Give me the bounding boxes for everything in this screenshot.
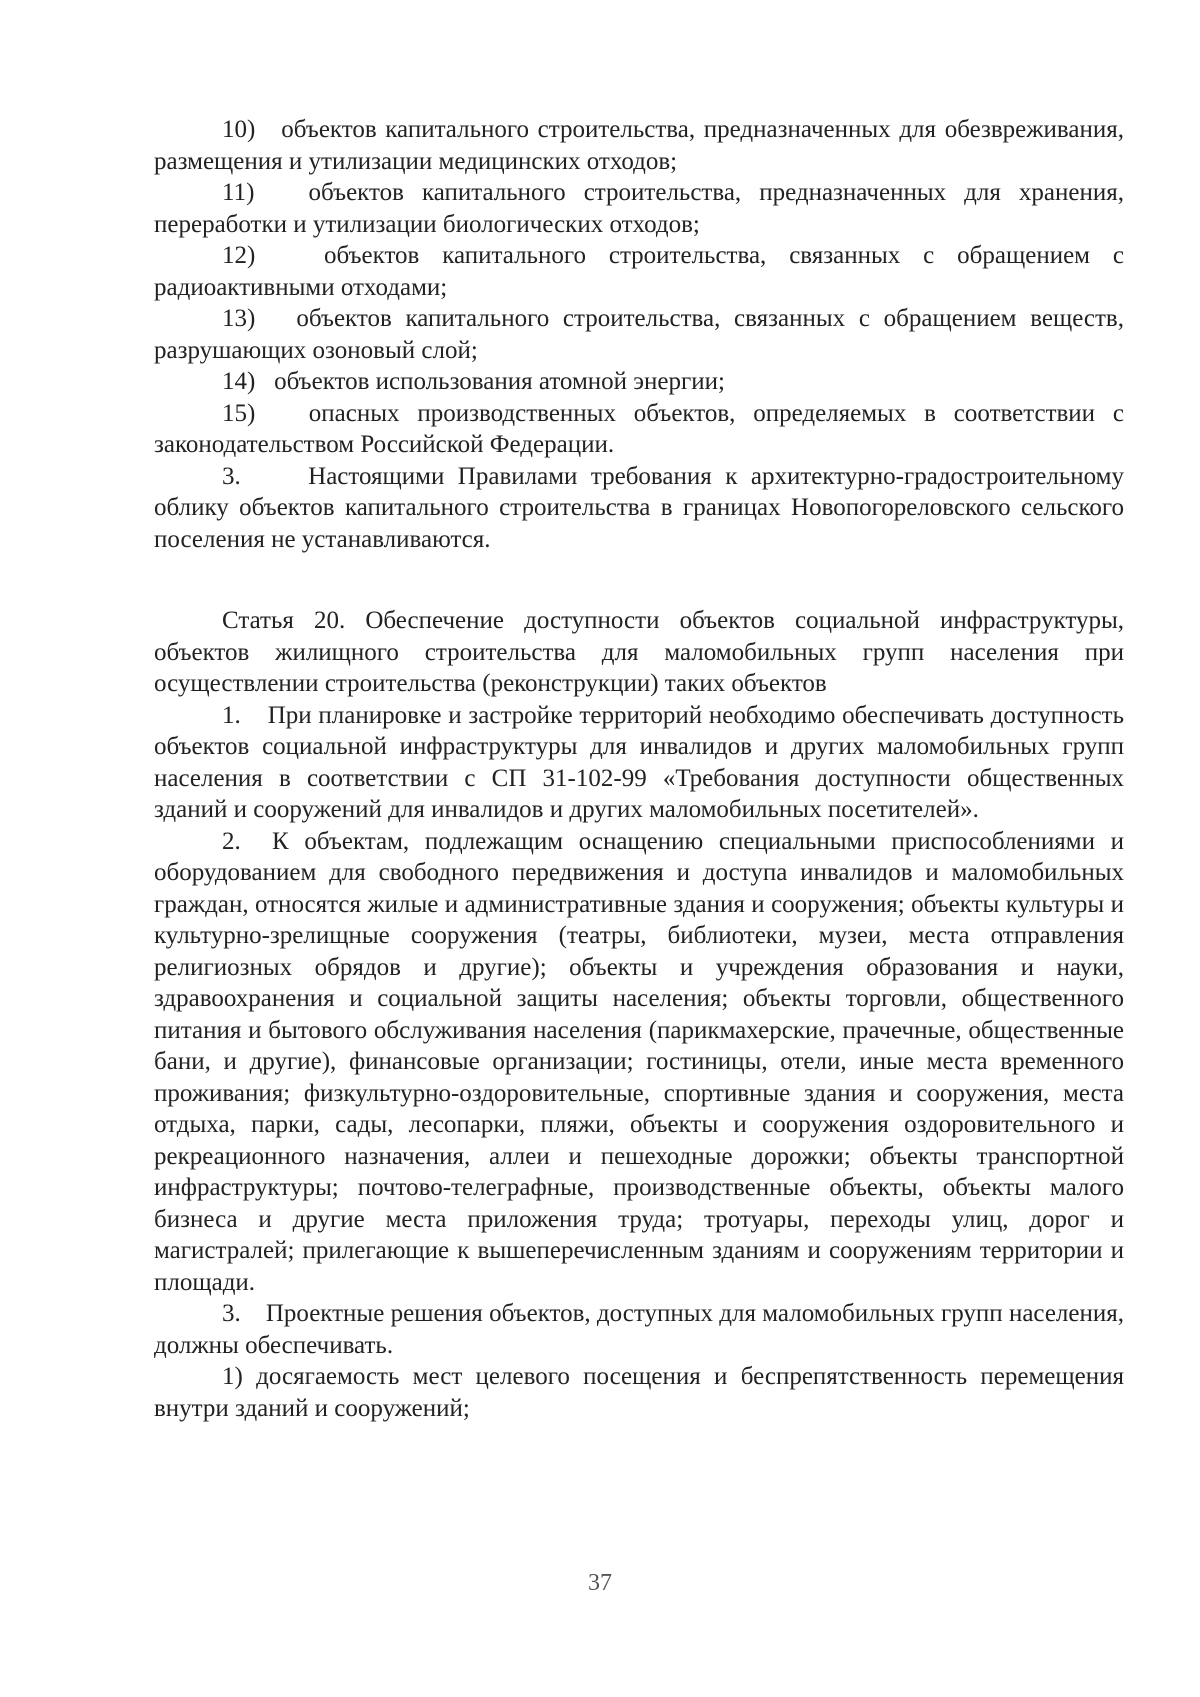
page-number: 37 bbox=[588, 1570, 612, 1596]
list-item-10: 10) объектов капитального строительства, предназначенных для обезвреживания, размещения и утилизации медицинских отходов; bbox=[154, 116, 1124, 175]
list-item-11: 11) объектов капитального строительства, предназначенных для хранения, переработки и утилизации биологических отходов; bbox=[154, 179, 1124, 238]
article-clause-2: 2. К объектам, подлежащим оснащению специальными приспособлениями и оборудованием для свободного передвижения и доступа инвалидов и маломобильных граждан, относятся жилые и административные здания и сооружения; объекты культуры и культурно-зрелищные сооружения (театры, библиотеки, музеи, места отправления религиозных обрядов и другие); объекты и учреждения образования и науки, здравоохранения и социальной защиты населения; объекты торговли, общественного питания и бытового обслуживания населения (парикмахерские, прачечные, общественные бани, и другие), финансовые организации; гостиницы, отели, иные места временного проживания; физкультурно-оздоровительные, спортивные здания и сооружения, места отдыха, парки, сады, лесопарки, пляжи, объекты и сооружения оздоровительного и рекреационного назначения, аллеи и пешеходные дорожки; объекты транспортной инфраструктуры; почтово-телеграфные, производственные объекты, объекты малого бизнеса и другие места приложения труда; тротуары, переходы улиц, дорог и магистралей; прилегающие к вышеперечисленным зданиям и сооружениям территории и площади. bbox=[154, 827, 1124, 1296]
section-spacer bbox=[154, 555, 1124, 605]
document-body bbox=[154, 114, 1124, 1424]
article-clause-1: 1. При планировке и застройке территорий необходимо обеспечивать доступность объектов социальной инфраструктуры для инвалидов и других маломобильных групп населения в соответствии с СП 31-102-99 «Требования доступности общественных зданий и сооружений для инвалидов и других маломобильных посетителей». bbox=[154, 701, 1124, 823]
list-item-15: 15) опасных производственных объектов, определяемых в соответствии с законодательством Российской Федерации. bbox=[154, 399, 1124, 458]
article-20-title: Статья 20. Обеспечение доступности объектов социальной инфраструктуры, объектов жилищного строительства для маломобильных групп населения при осуществлении строительства (реконструкции) таких объектов bbox=[154, 607, 1124, 697]
article-subitem-1: 1) досягаемость мест целевого посещения и беспрепятственность перемещения внутри зданий и сооружений; bbox=[154, 1363, 1124, 1422]
list-item-14: 14) объектов использования атомной энергии; bbox=[222, 368, 725, 395]
article-clause-3: 3. Проектные решения объектов, доступных для маломобильных групп населения, должны обеспечивать. bbox=[154, 1300, 1124, 1359]
list-item-12: 12) объектов капитального строительства, связанных с обращением с радиоактивными отходами; bbox=[154, 242, 1124, 301]
clause-3: 3. Настоящими Правилами требования к архитектурно-градостроительному облику объектов капитального строительства в границах Новопогореловского сельского поселения не устанавливаются. bbox=[154, 462, 1124, 553]
list-item-13: 13) объектов капитального строительства, связанных с обращением веществ, разрушающих озоновый слой; bbox=[154, 305, 1124, 364]
